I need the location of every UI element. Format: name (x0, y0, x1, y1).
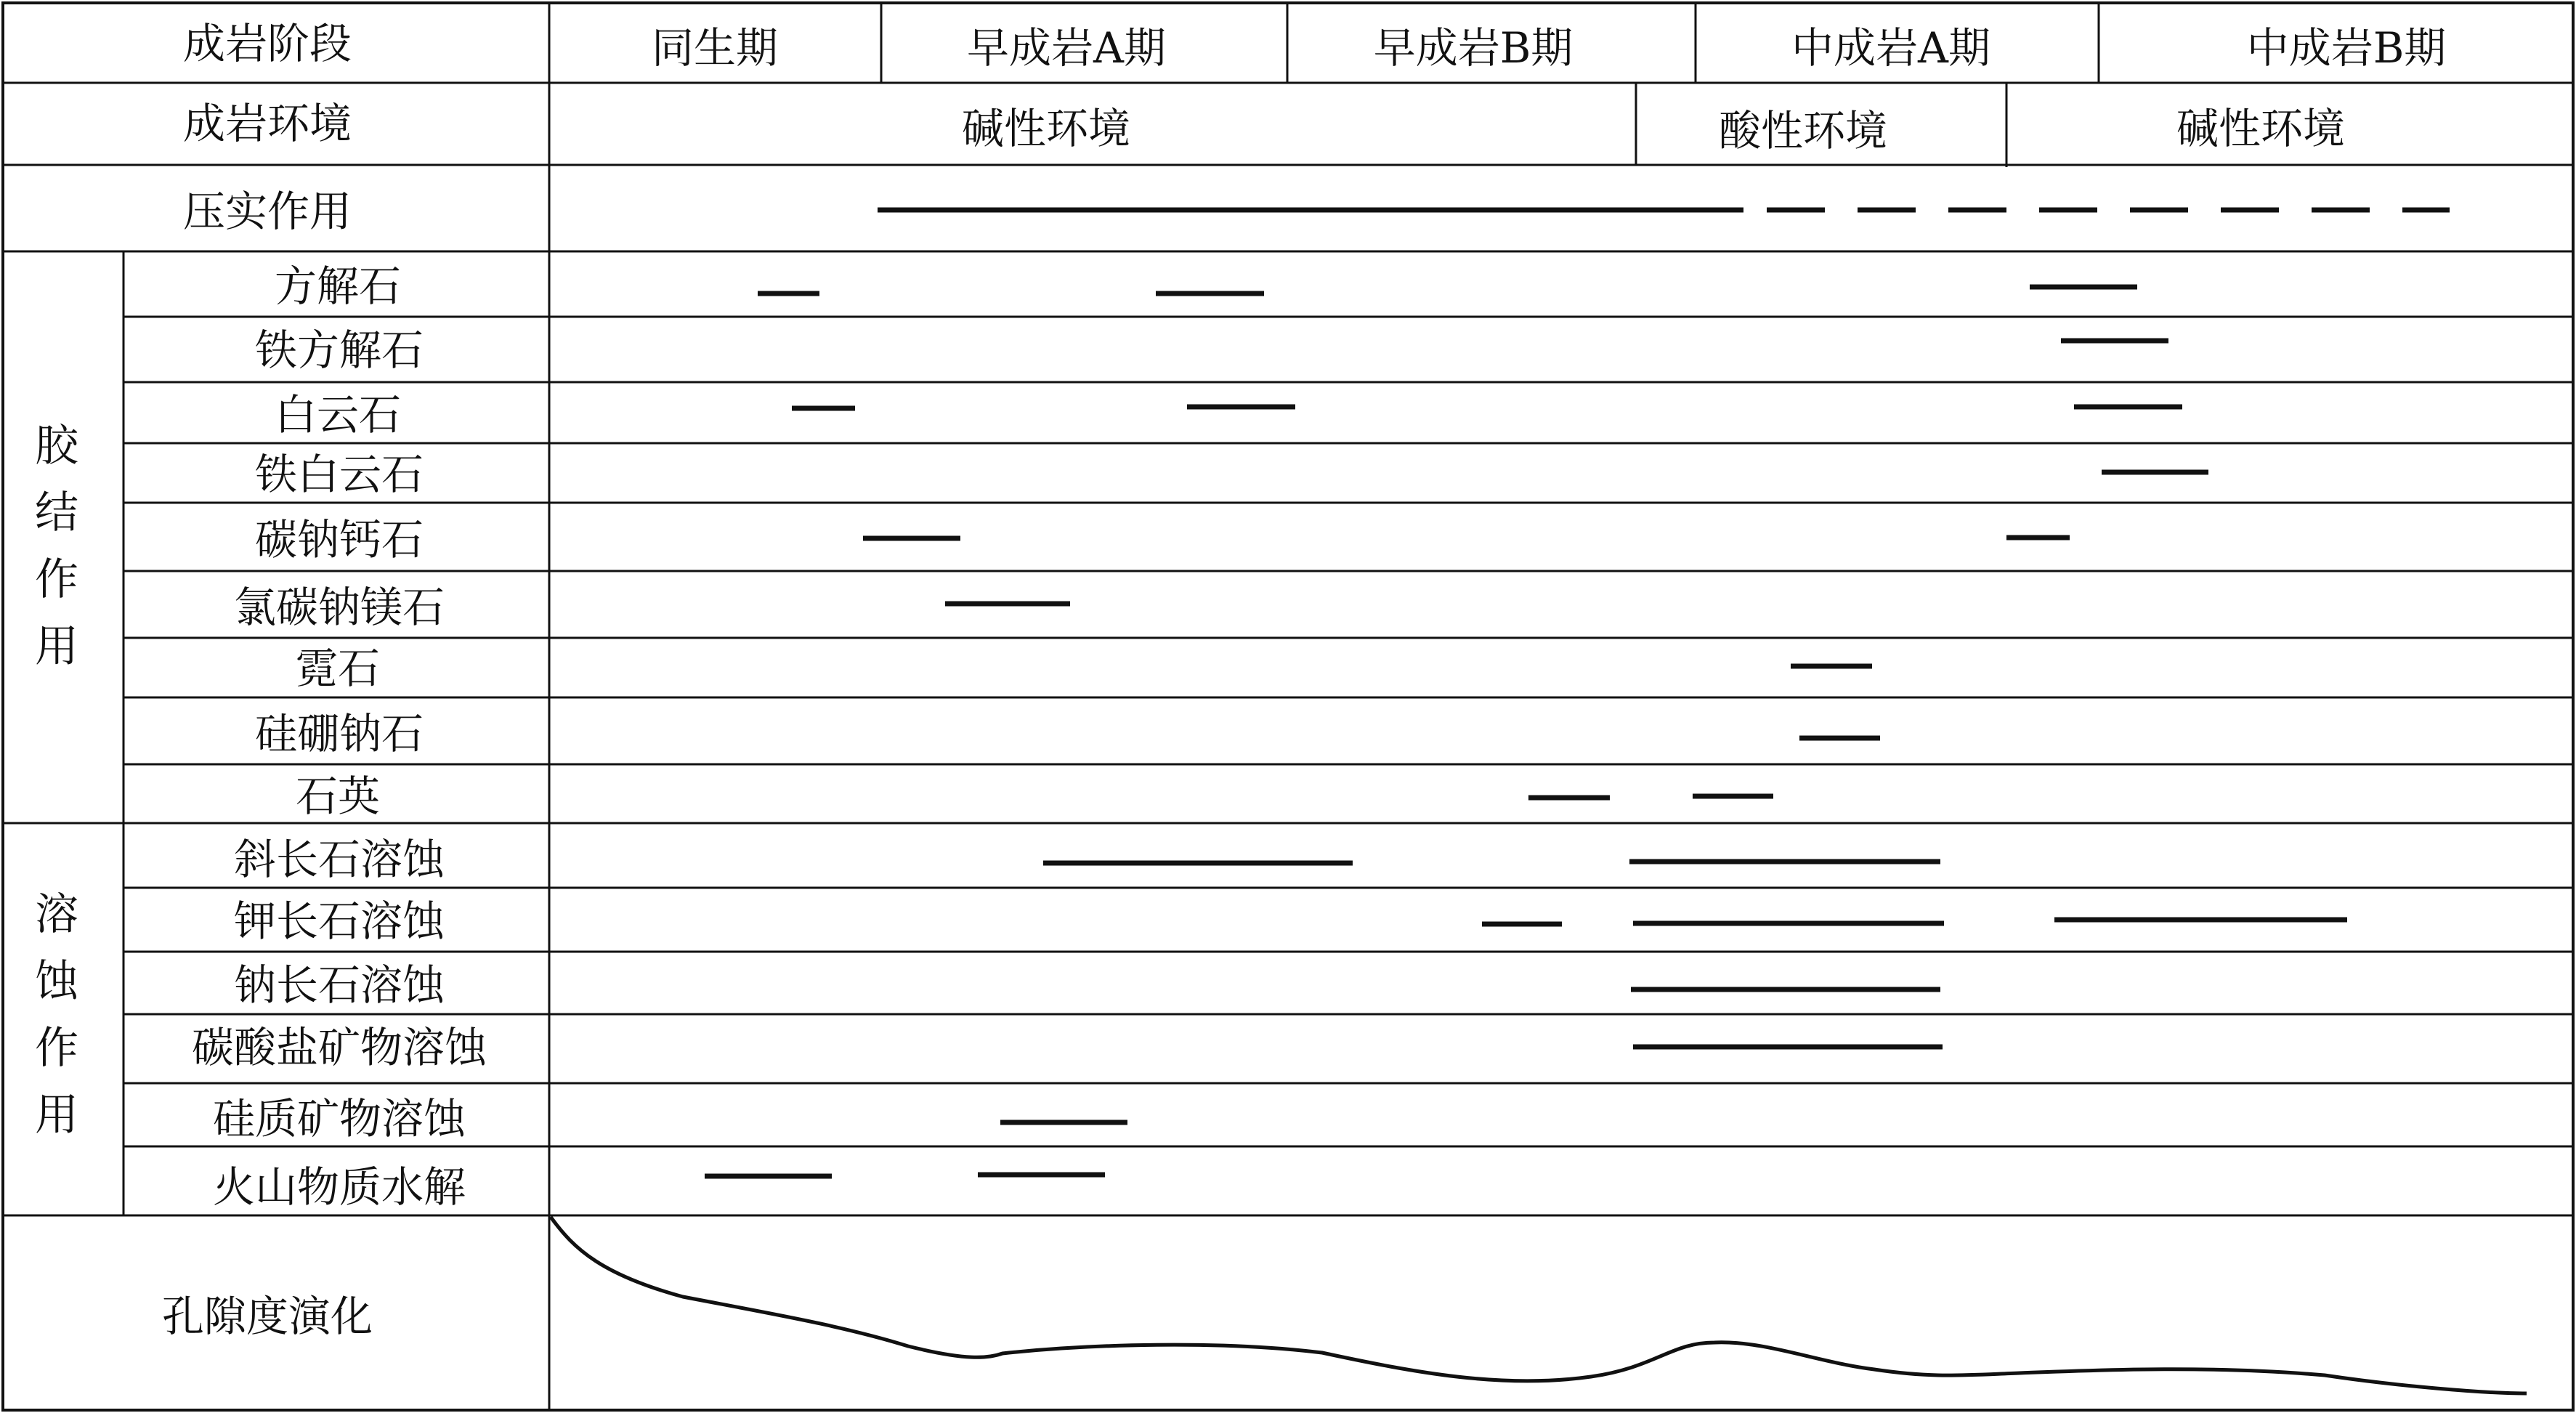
row-label-calcite: 方解石 (274, 262, 402, 311)
stage-syngenetic: 同生期 (651, 23, 779, 73)
row-label-shortite: 碳钠钙石 (254, 515, 424, 564)
stage-middle-b: 中成岩B期 (2246, 23, 2447, 73)
environment-alkaline-2: 碱性环境 (2176, 104, 2346, 153)
row-label-carbonate-dissolution: 碳酸盐矿物溶蚀 (191, 1023, 487, 1072)
row-label-plagioclase-dissolution: 斜长石溶蚀 (233, 835, 445, 884)
porosity-label: 孔隙度演化 (161, 1292, 373, 1341)
row-label-quartz: 石英 (295, 772, 381, 821)
compaction-label: 压实作用 (182, 187, 352, 236)
row-label-ankerite: 铁白云石 (254, 450, 424, 499)
stage-early-a: 早成岩A期 (967, 23, 1166, 73)
row-label-reedmergnerite: 硅硼钠石 (254, 709, 424, 758)
row-label-northupite: 氯碳钠镁石 (233, 583, 445, 632)
row-label-albite-dissolution: 钠长石溶蚀 (233, 960, 445, 1010)
stage-middle-a: 中成岩A期 (1791, 23, 1990, 73)
row-label-dolomite: 白云石 (274, 390, 402, 440)
stage-early-b: 早成岩B期 (1373, 23, 1573, 73)
row-label-volcanic-hydrolysis: 火山物质水解 (212, 1162, 466, 1212)
row-label-silica-dissolution: 硅质矿物溶蚀 (212, 1094, 466, 1143)
environment-alkaline-1: 碱性环境 (961, 104, 1131, 153)
timing-bars (705, 287, 2347, 1176)
row-label-aegirine: 霓石 (295, 644, 381, 693)
cementation-group-label: 胶 结 作 用 (35, 421, 78, 672)
dissolution-group-label: 溶 蚀 作 用 (35, 889, 78, 1141)
row-label-ferro-calcite: 铁方解石 (254, 325, 424, 375)
stage-header-label: 成岩阶段 (182, 19, 352, 68)
row-label-kfeldspar-dissolution: 钾长石溶蚀 (233, 896, 445, 946)
environment-label: 成岩环境 (182, 99, 352, 148)
environment-acidic: 酸性环境 (1718, 106, 1888, 155)
porosity-curve (551, 1217, 2527, 1393)
